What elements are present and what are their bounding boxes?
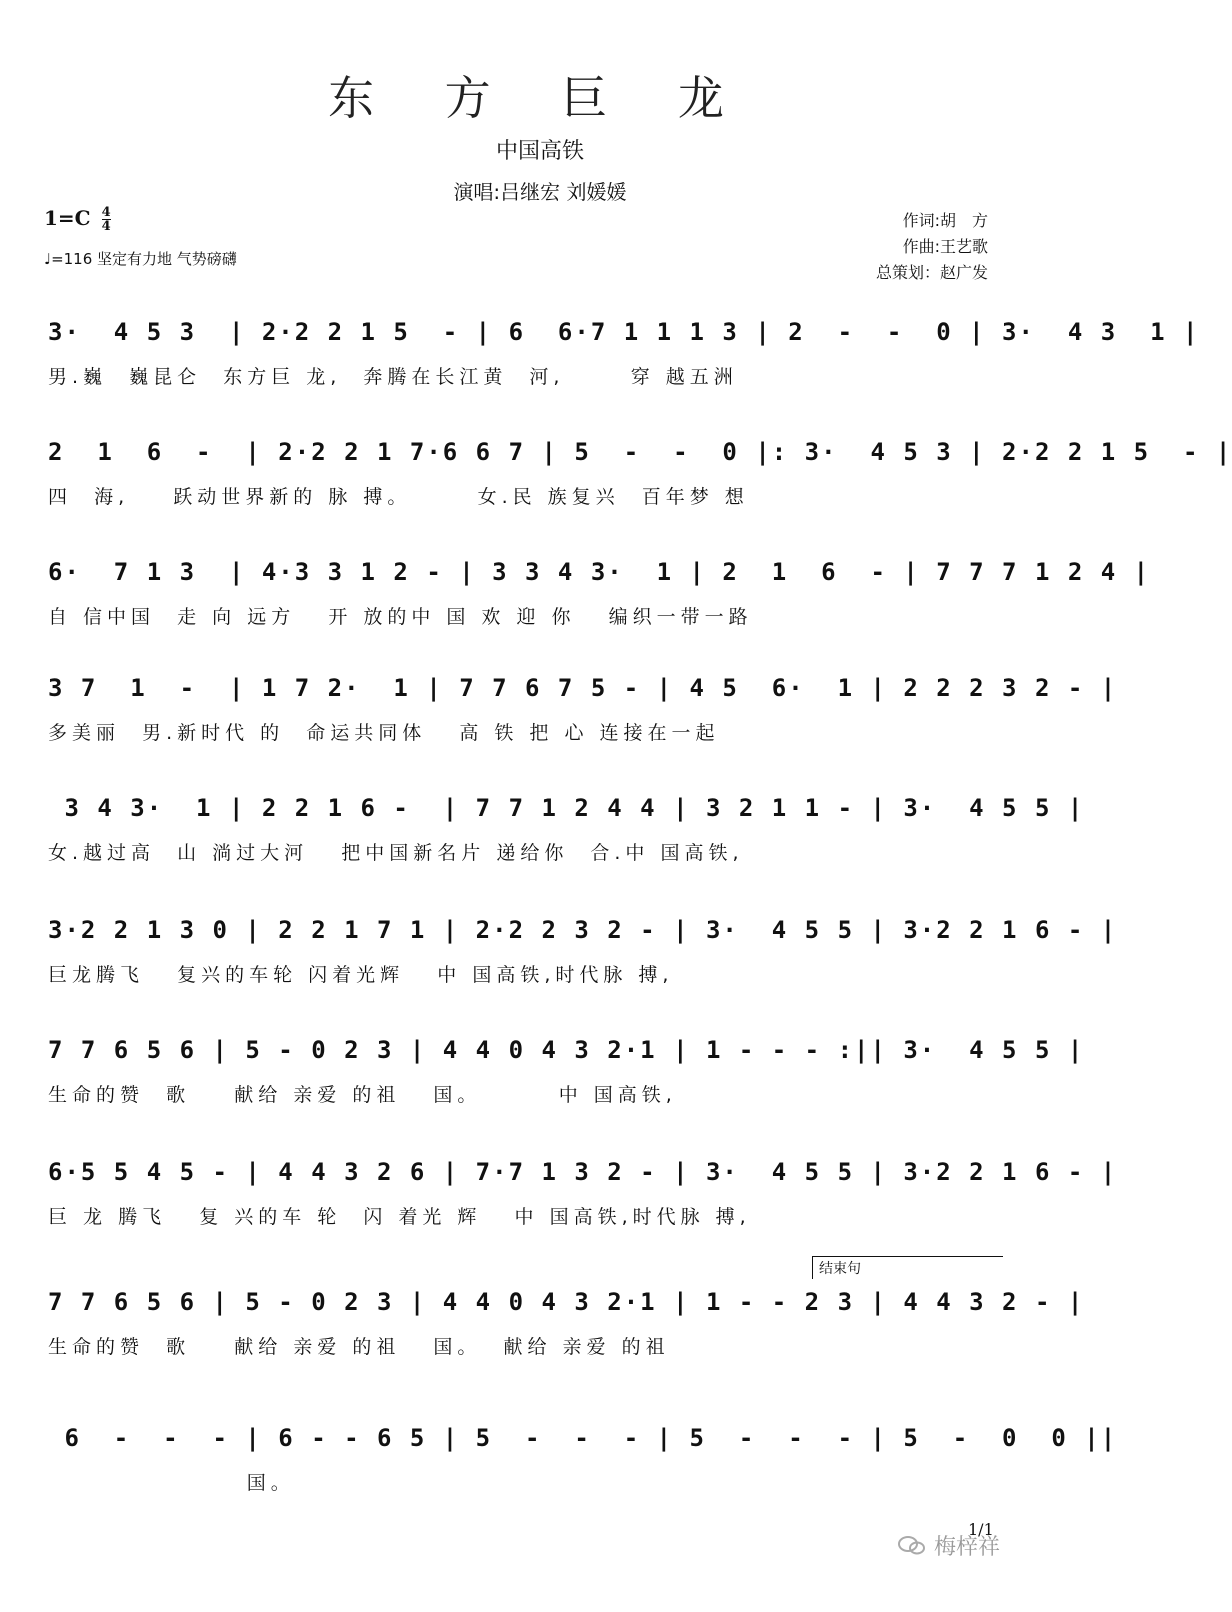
- producer: 总策划：赵广发: [875, 263, 988, 282]
- notation-line: 3· 4 5 3 | 2·2 2 1 5 - | 6 6·7 1 1 1 3 | 2 - - 0 | 3· 4 3 1 |: [48, 318, 1200, 346]
- notation-line: 3 7 1 - | 1 7 2· 1 | 7 7 6 7 5 - | 4 5 6· 1 | 2 2 2 3 2 - |: [48, 674, 1118, 702]
- notation-line: 6· 7 1 3 | 4·3 3 1 2 - | 3 3 4 3· 1 | 2 1 6 - | 7 7 7 1 2 4 |: [48, 558, 1151, 586]
- notation-line: 7 7 6 5 6 | 5 - 0 2 3 | 4 4 0 4 3 2·1 | 1 - - - :|| 3· 4 5 5 |: [48, 1036, 1085, 1064]
- watermark-text: 梅梓祥: [934, 1535, 1001, 1560]
- credits: [876, 208, 988, 286]
- lyric-line: 自 信中国 走 向 远方 开 放的中 国 欢 迎 你 编织一带一路: [48, 606, 753, 628]
- time-bottom: 4: [101, 219, 111, 234]
- time-signature: [102, 206, 111, 233]
- singers-line: 演唱:吕继宏 刘媛媛: [453, 180, 627, 204]
- song-subtitle: 中国高铁: [495, 139, 584, 164]
- key-signature: [44, 206, 111, 233]
- watermark: [898, 1530, 1000, 1561]
- tempo-marking: ♩=116 坚定有力地 气势磅礴: [44, 250, 237, 268]
- notation-line: 2 1 6 - | 2·2 2 1 7·6 6 7 | 5 - - 0 |: 3· 4 5 3 | 2·2 2 1 5 - |: [48, 438, 1232, 466]
- song-title: 东 方 巨 龙: [328, 71, 752, 125]
- key-label: 1=C: [44, 206, 91, 230]
- lyric-line: 女.越过高 山 淌过大河 把中国新名片 递给你 合.中 国高铁,: [48, 842, 744, 864]
- notation-line: 7 7 6 5 6 | 5 - 0 2 3 | 4 4 0 4 3 2·1 | 1 - - 2 3 | 4 4 3 2 - |: [48, 1288, 1085, 1316]
- time-top: 4: [101, 205, 111, 220]
- notation-line: 3·2 2 1 3 0 | 2 2 1 7 1 | 2·2 2 3 2 - | 3· 4 5 5 | 3·2 2 1 6 - |: [48, 916, 1118, 944]
- notation-line: 6·5 5 4 5 - | 4 4 3 2 6 | 7·7 1 3 2 - | 3· 4 5 5 | 3·2 2 1 6 - |: [48, 1158, 1118, 1186]
- lyric-line: 国。: [48, 1472, 295, 1494]
- page-number: 1/1: [968, 1520, 994, 1539]
- lyric-line: 巨龙腾飞 复兴的车轮 闪着光辉 中 国高铁,时代脉 搏,: [48, 964, 674, 986]
- lyric-line: 多美丽 男.新时代 的 命运共同体 高 铁 把 心 连接在一起: [48, 722, 720, 744]
- lyric-line: 四 海, 跃动世界新的 脉 搏。 女.民 族复兴 百年梦 想: [48, 486, 749, 508]
- notation-line: 3 4 3· 1 | 2 2 1 6 - | 7 7 1 2 4 4 | 3 2 1 1 - | 3· 4 5 5 |: [48, 794, 1085, 822]
- composer: 作曲:王艺歌: [902, 237, 988, 256]
- ending-bracket-label: 结束句: [812, 1256, 1003, 1279]
- lyricist: 作词:胡 方: [902, 211, 988, 230]
- lyric-line: 生命的赞 歌 献给 亲爱 的祖 国。 献给 亲爱 的祖: [48, 1336, 670, 1358]
- lyric-line: 男.巍 巍昆仑 东方巨 龙, 奔腾在长江黄 河, 穿 越五洲: [48, 366, 738, 388]
- lyric-line: 巨 龙 腾飞 复 兴的车 轮 闪 着光 辉 中 国高铁,时代脉 搏,: [48, 1206, 751, 1228]
- lyric-line: 生命的赞 歌 献给 亲爱 的祖 国。 中 国高铁,: [48, 1084, 677, 1106]
- notation-line: 6 - - - | 6 - - 6 5 | 5 - - - | 5 - - - | 5 - 0 0 ||: [48, 1424, 1118, 1452]
- wechat-icon: [898, 1535, 926, 1557]
